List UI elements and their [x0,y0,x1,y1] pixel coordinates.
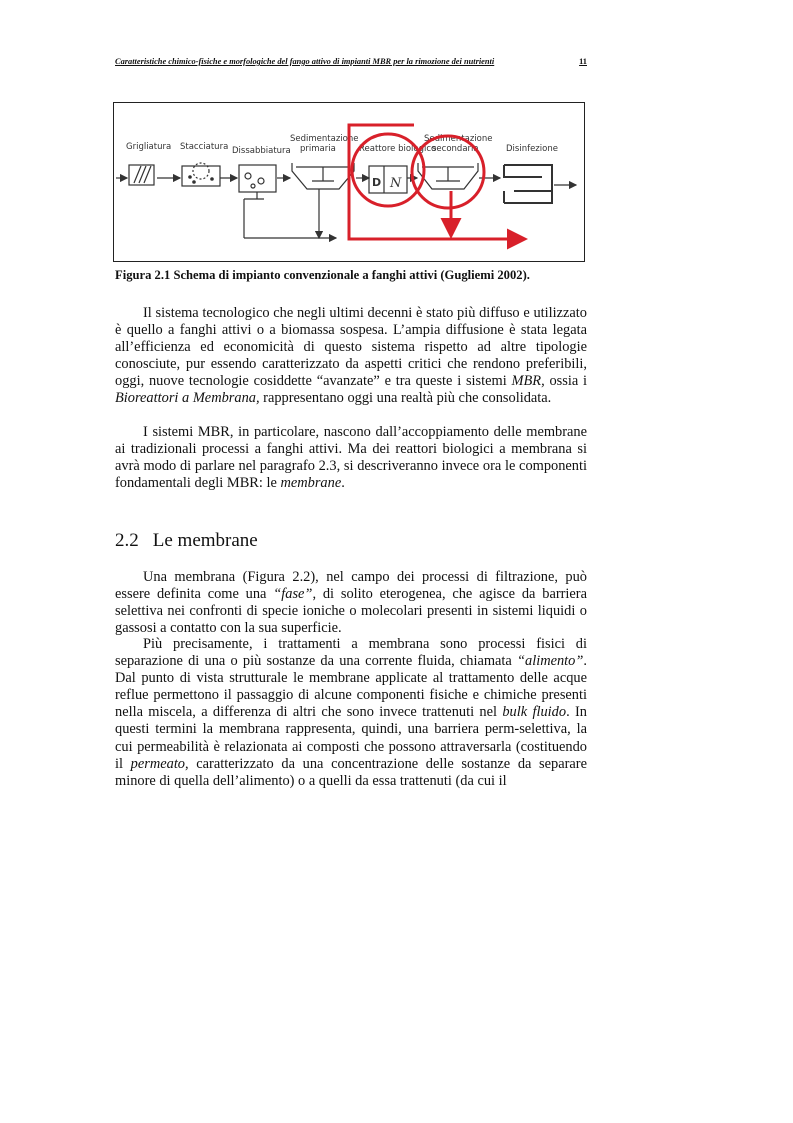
label-sed-secondaria-1: Sedimentazione [424,134,493,144]
p4-text-1: Più precisamente, i trattamenti a membrana sono processi fisici di separazione di una o più sostanze da una corrente fluida, chiamata [115,636,587,670]
p1-text-2: ossia i [544,373,588,390]
label-sed-primaria-2: primaria [300,144,336,154]
p3-italic-1: “fase” [273,586,313,603]
grit-chamber-icon [239,165,276,238]
bioreactor-icon [369,166,407,193]
label-grigliatura: Grigliatura [126,142,172,152]
disinfection-icon [504,165,552,203]
page-number: 11 [579,57,587,66]
p1-text-1: Il sistema tecnologico che negli ultimi decenni è stato più diffuso e utilizzato è quello a fanghi attivi o a biomassa sospesa. L’ampia diffusione è stata legata all’efficienza ed economicità di questo sistema rispetto ad altre tipologie conosciute, pur essendo caratterizzato da aspetti critici che rendono preferibili, oggi, nuove tecnologie cosiddette “avanzate” e tra queste i sistemi [115,305,587,390]
label-disinfezione: Disinfezione [506,144,558,154]
p4-text-4: , caratterizzato da una concentrazione delle sostanze da separare minore di quella dell’alimento) o a quelli da essa trattenuti (da cui il [115,755,587,789]
p4-italic-3: permeato [130,755,186,772]
p4-text-3: . In questi termini la membrana rappresenta, quindi, una barriera perm-selettiva, la cui permeabilità è relazionata ai composti che possono attraversarla (costituendo il [115,704,587,772]
p1-italic-2: Bioreattori a Membrana, [115,390,260,407]
section-heading [115,530,258,552]
p1-text-3: rappresentano oggi una realtà più che consolidata. [259,390,552,407]
tank-n-label: N [390,176,402,191]
running-header [115,57,587,66]
paragraph-4 [115,636,587,790]
label-dissabbiatura: Dissabbiatura [232,146,291,156]
label-sed-primaria-1: Sedimentazione [290,134,359,144]
p1-italic-1: MBR, [511,373,545,390]
p4-text-2: . Dal punto di vista strutturale le membrane applicate al trattamento delle acque reflue permettono il passaggio di alcune componenti fisiche e chimiche presenti nella miscela, a differenza di altri che sono invece trattenuti nel [115,653,587,721]
figure-caption [115,268,587,283]
caption-text: Schema di impianto convenzionale a fanghi attivi (Gugliemi 2002). [173,268,530,282]
process-diagram [114,103,584,261]
p4-italic-2: bulk fluido [502,704,567,721]
p2-text-2: . [341,475,345,492]
label-stacciatura: Stacciatura [180,142,229,152]
label-reattore: Reattore biologico [359,144,437,154]
label-sed-secondaria-2: secondaria [432,144,479,154]
section-number: 2.2 [115,530,139,551]
p2-text-1: I sistemi MBR, in particolare, nascono dall’accoppiamento delle membrane ai tradizionali processi a fanghi attivi. Ma dei reattori biologici a membrana si avrà modo di parlare nel paragrafo 2.3, si descriveranno invece ora le componenti fondamentali degli MBR: le [115,424,587,492]
paragraph-1 [115,305,587,408]
primary-clarifier-icon [292,163,354,238]
p3-text-1: Una membrana (Figura 2.2), nel campo dei processi di filtrazione, può essere definita come una [115,569,587,603]
p3-text-2: , di solito eterogenea, che agisce da barriera selettiva nei confronti di specie ioniche o molecolari presenti in sistemi liquidi o gassosi a contatto con la sua superficie. [115,586,587,637]
figure-2-1 [113,102,585,262]
secondary-clarifier-icon [418,163,478,189]
running-header-title: Caratteristiche chimico-fisiche e morfologiche del fango attivo di impianti MBR per la rimozione dei nutrienti [115,57,495,66]
caption-prefix: Figura 2.1 [115,268,171,282]
screen-icon [129,165,154,185]
section-title: Le membrane [152,530,258,551]
tank-d-label: D [372,176,382,189]
sieve-drum-icon [182,163,220,186]
paragraph-3 [115,569,587,637]
paragraph-2 [115,424,587,492]
p2-italic-1: membrane [280,475,342,492]
p4-italic-1: “alimento” [517,653,584,670]
